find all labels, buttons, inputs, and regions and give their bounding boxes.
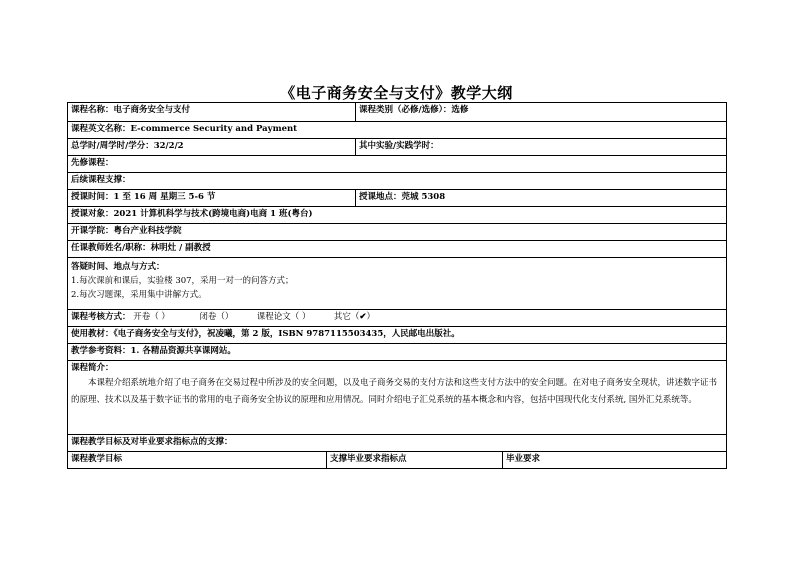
english-name-cell bbox=[68, 122, 726, 138]
course-name-value: 电子商务安全与支付 bbox=[113, 105, 191, 115]
syllabus-table bbox=[67, 102, 727, 469]
row-objectives-header bbox=[68, 451, 726, 468]
college-value: 粤台产业科技学院 bbox=[113, 226, 182, 236]
place-value: 莞城 5308 bbox=[401, 192, 446, 202]
row-english-name bbox=[68, 121, 726, 138]
objectives-heading: 课程教学目标及对毕业要求指标点的支撑： bbox=[71, 437, 233, 447]
objectives-col-goal: 课程教学目标 bbox=[71, 454, 123, 464]
audience-label: 授课对象： bbox=[71, 209, 114, 219]
course-type-label: 课程类别（必修/选修）： bbox=[359, 105, 452, 115]
course-type-cell bbox=[355, 103, 726, 121]
exam-label: 课程考核方式： bbox=[71, 312, 131, 322]
textbook-label: 使用教材： bbox=[71, 329, 114, 339]
hours-value: 32/2/2 bbox=[153, 141, 184, 151]
college-label: 开课学院： bbox=[71, 226, 114, 236]
row-time-place bbox=[68, 189, 726, 206]
row-college bbox=[68, 223, 726, 240]
row-course-name bbox=[68, 103, 726, 121]
row-audience bbox=[68, 206, 726, 223]
row-follow-up bbox=[68, 172, 726, 189]
place-cell bbox=[355, 190, 726, 206]
college-cell bbox=[68, 224, 726, 240]
lab-hours-label: 其中实验/实践学时： bbox=[359, 141, 439, 151]
teacher-label: 任课教师姓名/职称： bbox=[71, 243, 151, 253]
exam-cell bbox=[68, 310, 726, 326]
row-hours bbox=[68, 138, 726, 155]
english-name-value: E-commerce Security and Payment bbox=[130, 124, 298, 134]
references-label: 教学参考资料： bbox=[71, 346, 131, 356]
exam-option-paper: 课程论文（ ） bbox=[256, 312, 311, 322]
objectives-col-requirement: 毕业要求 bbox=[502, 452, 726, 468]
row-prereq bbox=[68, 155, 726, 172]
english-name-label: 课程英文名称： bbox=[71, 124, 131, 134]
row-objectives-heading bbox=[68, 434, 726, 451]
teacher-cell bbox=[68, 241, 726, 257]
hours-label: 总学时/周学时/学分： bbox=[71, 141, 154, 151]
audience-cell bbox=[68, 207, 726, 223]
hours-cell bbox=[68, 139, 355, 155]
follow-up-label: 后续课程支撑： bbox=[71, 175, 131, 185]
row-textbook bbox=[68, 326, 726, 343]
exam-option-other: 其它（ bbox=[333, 312, 360, 322]
exam-option-open-book: 开卷（ ） bbox=[133, 312, 170, 322]
qa-line-1: 1.每次课前和课后，实验楼 307，采用一对一的问答方式； bbox=[71, 276, 294, 286]
qa-line-2: 2.每次习题课，采用集中讲解方式。 bbox=[71, 290, 207, 300]
prereq-label: 先修课程： bbox=[71, 158, 114, 168]
time-label: 授课时间： bbox=[71, 192, 114, 202]
references-value: 1. 各精品资源共享课网站。 bbox=[130, 346, 236, 356]
course-name-label: 课程名称： bbox=[71, 105, 114, 115]
place-label: 授课地点： bbox=[359, 192, 402, 202]
row-intro bbox=[68, 360, 726, 434]
teacher-value: 林明灶 / 副教授 bbox=[150, 243, 211, 253]
row-qa bbox=[68, 257, 726, 309]
intro-text: 本课程介绍系统地介绍了电子商务在交易过程中所涉及的安全问题，以及电子商务交易的支付方法和这些支付方法中的安全问题。在对电子商务安全现状，讲述数字证书的原理、技术以及基于数字证书的常用的电子商务安全协议的原理和应用情况。同时介绍电子汇兑系统的基本概念和内容，包括中国现代化支付系统, 国外汇兑系统等。 bbox=[71, 378, 718, 405]
course-name-cell bbox=[68, 103, 355, 121]
qa-cell bbox=[68, 258, 726, 309]
intro-label: 课程简介： bbox=[71, 363, 114, 373]
follow-up-cell bbox=[68, 173, 726, 189]
textbook-value: 《电子商务安全与支付》，祝凌曦，第 2 版，ISBN 9787115503435，人民邮电出版社。 bbox=[113, 329, 460, 339]
course-type-value: 选修 bbox=[451, 105, 469, 115]
row-teacher bbox=[68, 240, 726, 257]
exam-option-closed-book: 闭卷（） bbox=[199, 312, 234, 322]
row-exam bbox=[68, 309, 726, 326]
textbook-cell bbox=[68, 327, 726, 343]
prereq-cell bbox=[68, 156, 726, 172]
objectives-col-indicator: 支撑毕业要求指标点 bbox=[326, 452, 502, 468]
lab-hours-cell bbox=[355, 139, 726, 155]
row-references bbox=[68, 343, 726, 360]
check-icon: ✔ bbox=[359, 312, 367, 322]
qa-label: 答疑时间、地点与方式： bbox=[71, 262, 165, 272]
page-title: 《电子商务安全与支付》教学大纲 bbox=[280, 84, 513, 102]
audience-value: 2021 计算机科学与技术(跨境电商)电商 1 班(粤台) bbox=[113, 209, 313, 219]
intro-cell bbox=[68, 361, 726, 434]
time-value: 1 至 16 周 星期三 5-6 节 bbox=[113, 192, 216, 202]
exam-option-other-close: ） bbox=[366, 312, 376, 322]
time-cell bbox=[68, 190, 355, 206]
references-cell bbox=[68, 344, 726, 360]
